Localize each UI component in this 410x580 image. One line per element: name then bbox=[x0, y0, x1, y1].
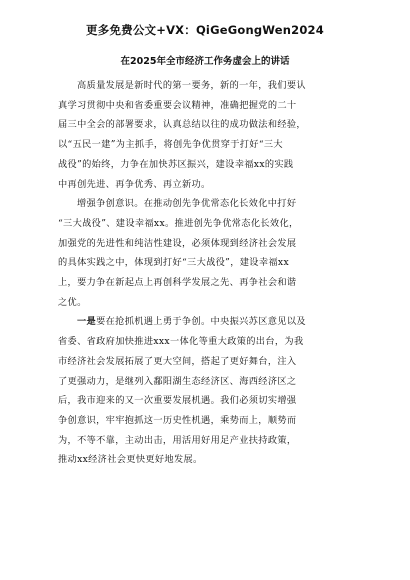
text-line: 为，不等不靠，主动出击，用活用好用足产业扶持政策， bbox=[58, 434, 297, 446]
header-banner: 更多免费公文+VX：QiGeGongWen2024 bbox=[86, 23, 324, 37]
text-line: 省委、省政府加快推进xxx一体化等重大政策的出台，为我 bbox=[58, 336, 304, 348]
document-body bbox=[58, 76, 354, 470]
text-line: 上，要力争在新起点上再创科学发展之先、再争社会和谐 bbox=[58, 277, 297, 289]
text-line: 推动xx经济社会更快更好地发展。 bbox=[58, 454, 203, 466]
text-line: 了更强动力，是继列入鄱阳湖生态经济区、海西经济区之 bbox=[58, 375, 297, 387]
text-line: 争创意识，牢牢抱抓这一历史性机遇，乘势而上，顺势而 bbox=[58, 414, 297, 426]
paragraph-3 bbox=[58, 312, 354, 470]
text-line-rest: 要在抢抓机遇上勇于争创。中央振兴苏区意见以及 bbox=[96, 316, 306, 328]
text-line: 加强党的先进性和纯洁性建设，必须体现到经济社会发展 bbox=[58, 237, 297, 249]
text-line: 高质量发展是新时代的第一要务，新的一年，我们要认 bbox=[77, 80, 306, 91]
text-line: 届三中全会的部署要求，认真总结以往的成功做法和经验， bbox=[58, 119, 306, 131]
text-line: 后，我市迎来的又一次重要发展机遇。我们必须切实增强 bbox=[58, 395, 297, 407]
text-line: 中再创先进、再争优秀、再立新功。 bbox=[58, 178, 211, 190]
text-line: 市经济社会发展拓展了更大空间，搭起了更好舞台，注入 bbox=[58, 355, 297, 367]
text-line: “三大战役”、建设幸福xx。推进创先争优常态化长效化， bbox=[58, 217, 299, 229]
text-line: 战役”的始终，力争在加快苏区振兴，建设幸福xx的实践 bbox=[58, 158, 294, 170]
paragraph-2 bbox=[58, 194, 354, 312]
text-line: 增强争创意识。在推动创先争优常态化长效化中打好 bbox=[77, 198, 297, 210]
text-line bbox=[58, 312, 354, 332]
text-line: 真学习贯彻中央和省委重要会议精神，准确把握党的二十 bbox=[58, 99, 297, 111]
paragraph-1 bbox=[58, 76, 354, 194]
text-line: 以“五民一建”为主抓手，将创先争优贯穿于打好“三大 bbox=[58, 139, 283, 151]
bold-lead-text: 一是 bbox=[77, 316, 97, 328]
text-line: 之优。 bbox=[58, 296, 87, 308]
document-title: 在2025年全市经济工作务虚会上的讲话 bbox=[120, 56, 290, 67]
text-line: 的具体实践之中，体现到打好“三大战役”，建设幸福xx bbox=[58, 257, 289, 269]
